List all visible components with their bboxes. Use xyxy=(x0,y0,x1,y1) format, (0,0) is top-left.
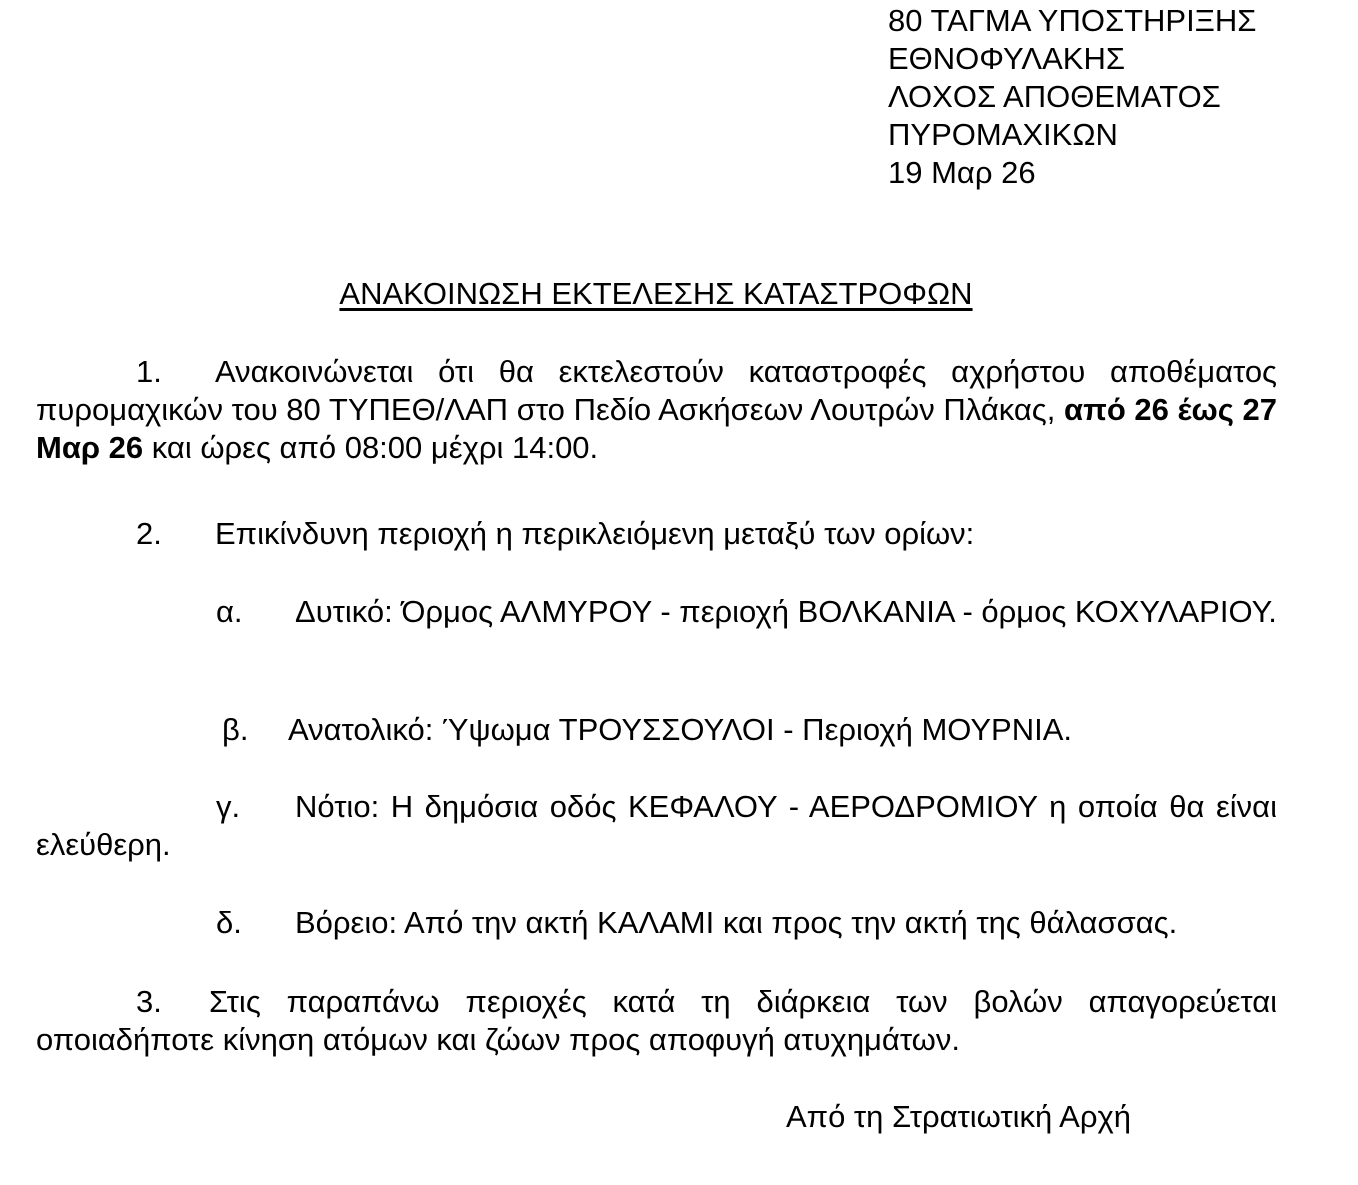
paragraph-2d-letter: δ. xyxy=(216,905,242,940)
paragraph-2 xyxy=(36,515,1277,553)
paragraph-2b xyxy=(36,711,1277,749)
document-title: ΑΝΑΚΟΙΝΩΣΗ ΕΚΤΕΛΕΣΗΣ ΚΑΤΑΣΤΡΟΦΩΝ xyxy=(339,276,973,311)
paragraph-1-text: Ανακοινώνεται ότι θα εκτελεστούν καταστροφές αχρήστου αποθέματος πυρομαχικών του 80 ΤΥΠΕΘ/ΛΑΠ στο Πεδίο Ασκήσεων Λουτρών Πλάκας, xyxy=(36,354,1277,427)
paragraph-2d xyxy=(36,904,1277,942)
paragraph-2b-text: Ανατολικό: Ύψωμα ΤΡΟΥΣΣΟΥΛΟΙ - Περιοχή ΜΟΥΡΝΙΑ. xyxy=(288,712,1073,747)
header-date: 19 Μαρ 26 xyxy=(888,155,1036,190)
paragraph-2-text: Επικίνδυνη περιοχή η περικλειόμενη μεταξύ των ορίων: xyxy=(215,516,975,551)
paragraph-3-number: 3. xyxy=(136,984,162,1019)
paragraph-1-dates: από 26 έως 27 Μαρ 26 xyxy=(36,392,1277,465)
paragraph-2-number: 2. xyxy=(136,516,162,551)
paragraph-1 xyxy=(36,353,1277,467)
paragraph-2a-letter: α. xyxy=(216,594,243,629)
paragraph-2d-text: Βόρειο: Από την ακτή ΚΑΛΑΜΙ και προς την ακτή της θάλασσας. xyxy=(295,905,1178,940)
paragraph-2a xyxy=(36,593,1277,631)
paragraph-2c xyxy=(36,788,1277,864)
header-unit-line4: ΠΥΡΟΜΑΧΙΚΩΝ xyxy=(888,117,1118,152)
header-unit-line3: ΛΟΧΟΣ ΑΠΟΘΕΜΑΤΟΣ xyxy=(888,79,1221,114)
paragraph-1-hours: και ώρες από 08:00 μέχρι 14:00. xyxy=(151,430,599,465)
signature-line: Από τη Στρατιωτική Αρχή xyxy=(786,1099,1131,1134)
header-unit-line2: ΕΘΝΟΦΥΛΑΚΗΣ xyxy=(888,41,1126,76)
paragraph-2c-letter: γ. xyxy=(216,789,241,824)
sender-header xyxy=(888,2,1348,192)
header-unit-line1: 80 ΤΑΓΜΑ ΥΠΟΣΤΗΡΙΞΗΣ xyxy=(888,3,1257,38)
paragraph-1-number: 1. xyxy=(136,354,162,389)
paragraph-3-text: Στις παραπάνω περιοχές κατά τη διάρκεια των βολών απαγορεύεται οποιαδήποτε κίνηση ατόμων και ζώων προς αποφυγή ατυχημάτων. xyxy=(36,984,1277,1057)
paragraph-2c-text: Νότιο: Η δημόσια οδός ΚΕΦΑΛΟΥ - ΑΕΡΟΔΡΟΜΙΟΥ η οποία θα είναι ελεύθερη. xyxy=(36,789,1277,862)
paragraph-2a-text: Δυτικό: Όρμος ΑΛΜΥΡΟΥ - περιοχή ΒΟΛΚΑΝΙΑ - όρμος ΚΟΧΥΛΑΡΙΟΥ. xyxy=(295,594,1277,629)
paragraph-2b-letter: β. xyxy=(222,712,249,747)
paragraph-3 xyxy=(36,983,1277,1059)
